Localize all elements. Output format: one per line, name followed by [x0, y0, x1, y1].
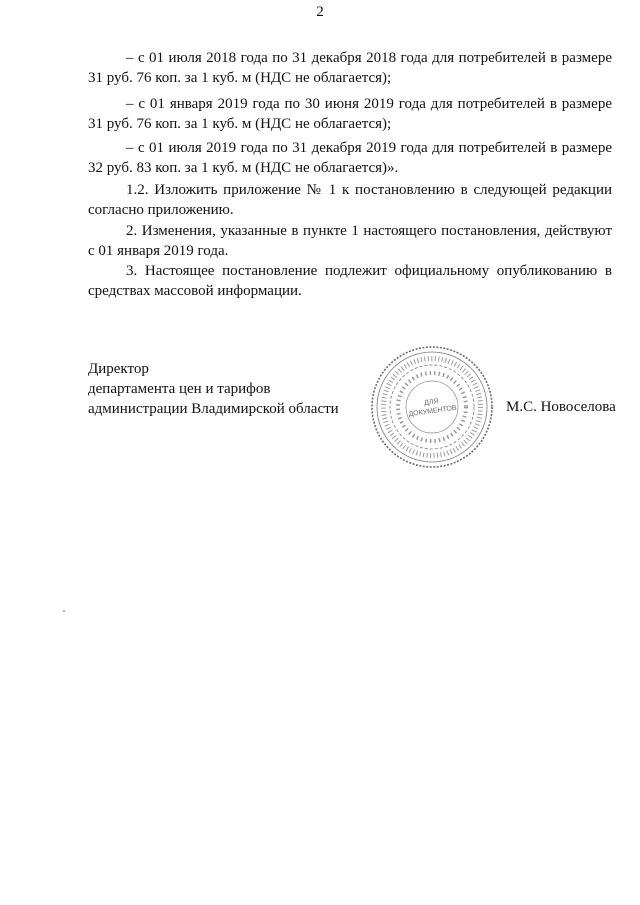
signatory-name: М.С. Новоселова — [506, 399, 616, 415]
paragraph-tariff-2019-h1: – с 01 января 2019 года по 30 июня 2019 года для потребителей в размере 31 руб. 76 коп. за 1 куб. м (НДС не облагается); — [88, 96, 612, 132]
signature-position-line: администрации Владимирской области — [88, 401, 339, 417]
signature-position-line: департамента цен и тарифов — [88, 381, 271, 397]
paragraph-item-1-2: 1.2. Изложить приложение № 1 к постановлению в следующей редакции согласно приложению. — [88, 182, 612, 218]
official-stamp — [368, 343, 496, 471]
paragraph-item-3: 3. Настоящее постановление подлежит официальному опубликованию в средствах массовой информации. — [88, 263, 612, 299]
paragraph-item-2: 2. Изменения, указанные в пункте 1 настоящего постановления, действуют с 01 января 2019 года. — [88, 223, 612, 259]
signature-block — [88, 359, 339, 419]
scan-speck — [63, 610, 65, 612]
page-number: 2 — [316, 4, 324, 20]
paragraph-tariff-2018-h2: – с 01 июля 2018 года по 31 декабря 2018 года для потребителей в размере 31 руб. 76 коп. за 1 куб. м (НДС не облагается); — [88, 50, 612, 86]
signature-position-line: Директор — [88, 361, 149, 377]
stamp-inner-text: ДОКУМЕНТОВ — [408, 404, 458, 419]
paragraph-tariff-2019-h2: – с 01 июля 2019 года по 31 декабря 2019 года для потребителей в размере 32 руб. 83 коп. за 1 куб. м (НДС не облагается)». — [88, 140, 612, 176]
stamp-inner-text: ДЛЯ — [423, 398, 439, 408]
